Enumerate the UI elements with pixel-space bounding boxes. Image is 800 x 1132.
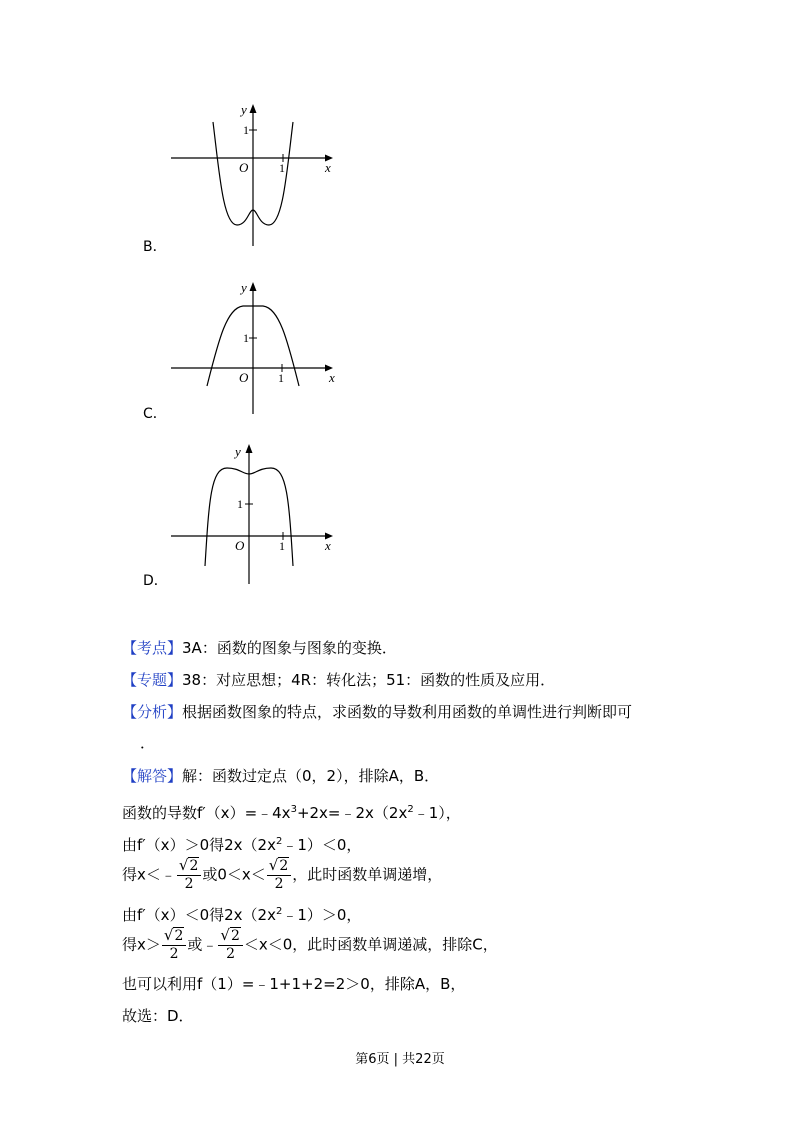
jieda-tag: 【解答】 <box>122 767 183 785</box>
x-tick-label: 1 <box>278 371 284 385</box>
jieda-line-6 <box>122 927 498 963</box>
zhuanti-line <box>122 670 555 690</box>
y-axis-label: y <box>241 280 247 295</box>
exponent-2: 2 <box>407 804 414 815</box>
page-footer: 第6页 | 共22页 <box>355 1052 445 1067</box>
jieda-line-4 <box>122 857 442 893</box>
option-c-label: C． <box>143 406 167 422</box>
fraction-sqrt2-over-2: $\frac{√2}{2}$ <box>162 927 186 963</box>
y-axis-label: y <box>235 444 241 459</box>
fenxi-text: 根据函数图象的特点，求函数的导数利用函数的单调性进行判断即可 <box>182 703 633 721</box>
kaodian-tag: 【考点】 <box>122 639 183 657</box>
y-axis-label: y <box>241 102 247 117</box>
increase-range-c: ，此时函数单调递增， <box>292 865 443 884</box>
jieda-text-1: 解：函数过定点（0，2），排除A，B． <box>182 767 440 785</box>
option-b-label: B． <box>143 239 167 255</box>
graph-option-d <box>165 440 345 590</box>
x-tick-label: 1 <box>279 539 285 553</box>
decrease-condition-a: 由f′（x）＜0得2x（2x <box>122 906 276 924</box>
increase-condition-a: 由f′（x）＞0得2x（2x <box>122 836 276 854</box>
decrease-condition-b: ﹣1）＞0， <box>282 906 362 924</box>
derivative-text-b: +2x=﹣2x（2x <box>296 804 408 822</box>
jieda-line-8: 故选：D． <box>122 1007 194 1025</box>
graph-option-c <box>165 278 345 418</box>
kaodian-text: 3A：函数的图象与图象的变换． <box>182 639 397 657</box>
decrease-range-b: 或﹣ <box>187 935 218 954</box>
fraction-sqrt2-over-2: $\frac{√2}{2}$ <box>267 857 291 893</box>
increase-condition-b: ﹣1）＜0， <box>282 836 362 854</box>
origin-label: O <box>239 370 249 385</box>
jieda-line-1 <box>122 766 439 786</box>
zhuanti-tag: 【专题】 <box>122 671 183 689</box>
x-tick-label: 1 <box>279 161 285 175</box>
fenxi-tag: 【分析】 <box>122 703 183 721</box>
derivative-text-c: ﹣1）， <box>413 804 461 822</box>
fraction-sqrt2-over-2: $\frac{√2}{2}$ <box>218 927 242 963</box>
fenxi-line <box>122 702 632 722</box>
exponent-2: 2 <box>275 836 283 847</box>
y-tick-label: 1 <box>243 123 249 137</box>
y-tick-label: 1 <box>243 331 249 345</box>
origin-label: O <box>239 160 249 175</box>
origin-label: O <box>235 538 245 553</box>
fraction-sqrt2-over-2: $\frac{√2}{2}$ <box>177 857 201 893</box>
jieda-line-3 <box>122 832 361 855</box>
derivative-text-a: 函数的导数f′（x）=﹣4x <box>122 804 291 822</box>
jieda-line-5 <box>122 902 361 925</box>
x-axis-label: x <box>329 370 335 385</box>
exponent-2: 2 <box>275 906 283 917</box>
decrease-range-a: 得x＞ <box>122 935 161 954</box>
jieda-line-7: 也可以利用f（1）=﹣1+1+2=2＞0，排除A，B， <box>122 975 466 993</box>
increase-range-a: 得x＜﹣ <box>122 865 176 884</box>
y-tick-label: 1 <box>237 497 243 511</box>
graph-option-b <box>165 100 345 250</box>
option-d-label: D． <box>143 573 168 589</box>
x-axis-label: x <box>325 160 331 175</box>
zhuanti-text: 38：对应思想；4R：转化法；51：函数的性质及应用． <box>182 671 556 689</box>
kaodian-line <box>122 638 397 658</box>
x-axis-label: x <box>325 538 331 553</box>
fenxi-tail: ． <box>140 734 156 752</box>
jieda-line-2 <box>122 800 461 823</box>
exponent-3: 3 <box>290 804 297 815</box>
increase-range-b: 或0＜x＜ <box>202 865 266 884</box>
decrease-range-c: ＜x＜0，此时函数单调递减，排除C， <box>243 935 498 954</box>
